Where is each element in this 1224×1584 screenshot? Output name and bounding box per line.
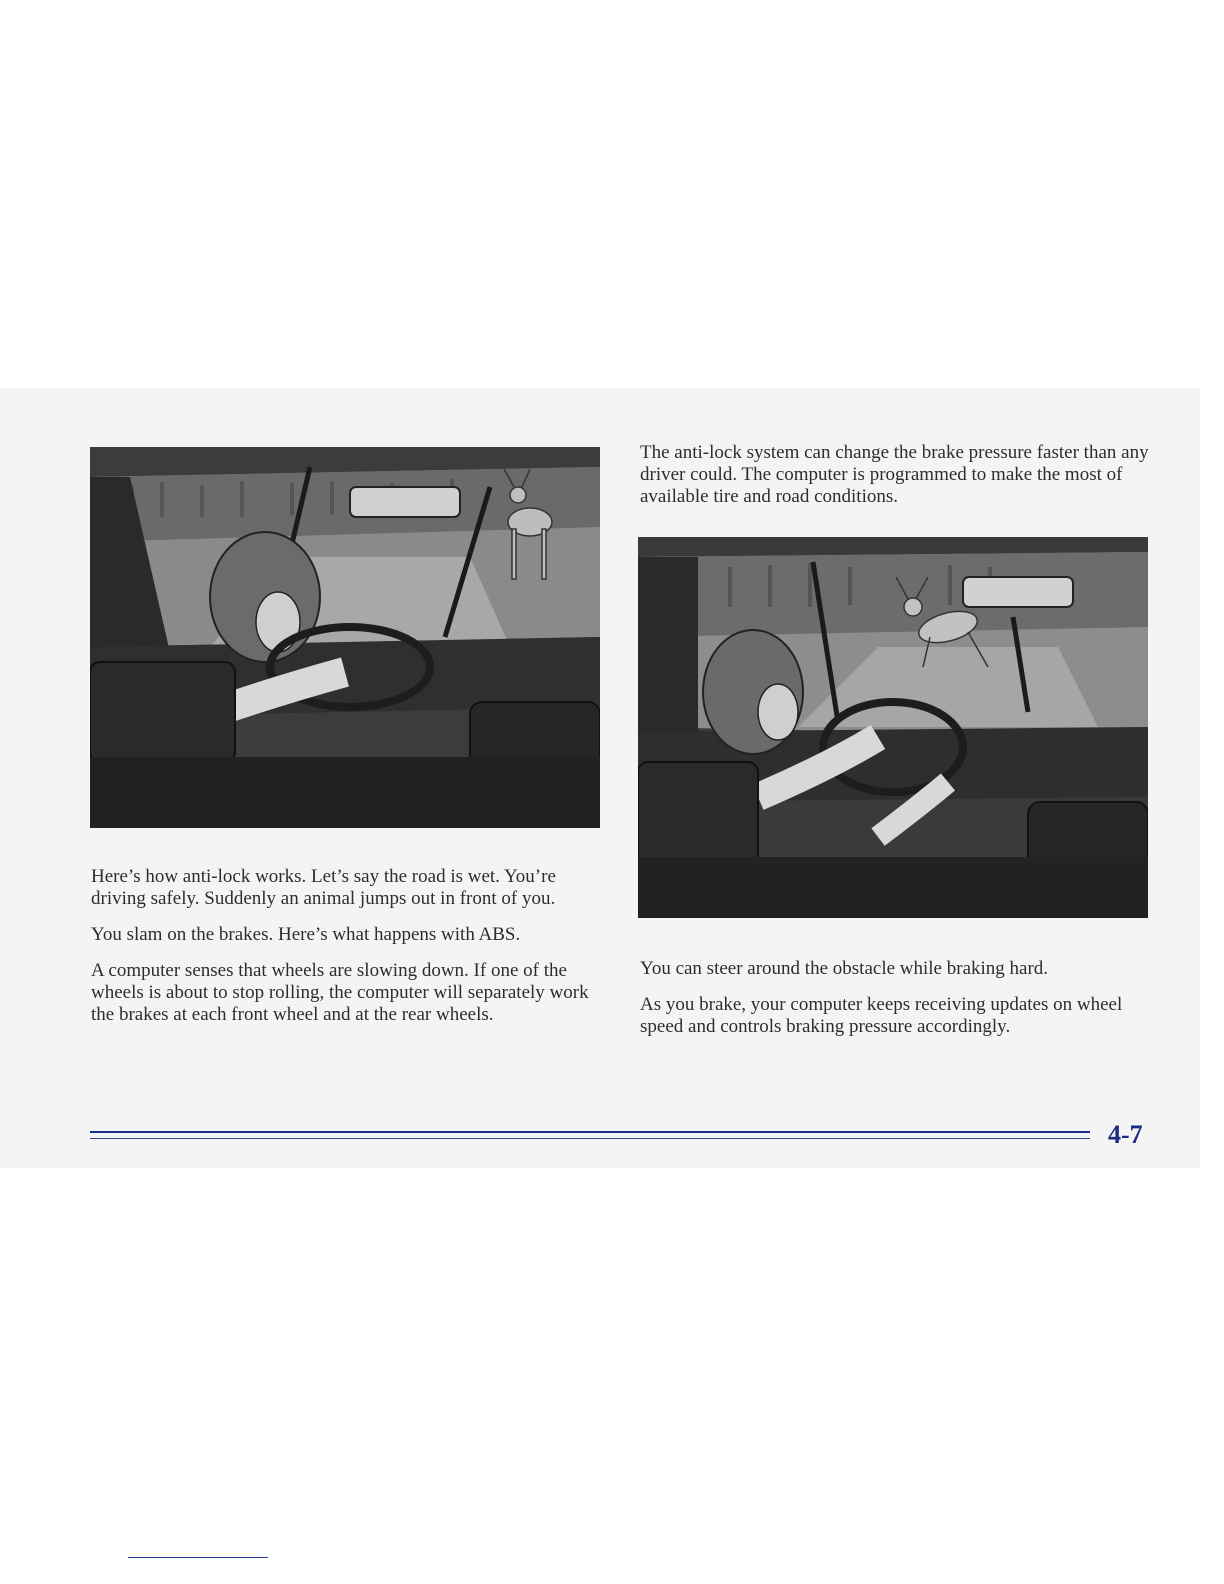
driver-sees-deer-illustration	[90, 447, 600, 828]
paragraph: A computer senses that wheels are slowing down. If one of the wheels is about to stop rolling, the computer will separately work the brakes at each front wheel and at the rear wheels.	[91, 960, 589, 1025]
paragraph: You slam on the brakes. Here’s what happens with ABS.	[91, 924, 521, 945]
footer-rule-thin	[90, 1138, 1090, 1139]
right-column-bottom-text	[640, 958, 1155, 1052]
driver-avoids-leaping-deer-illustration	[638, 537, 1148, 918]
paragraph: Here’s how anti-lock works. Let’s say the road is wet. You’re driving safely. Suddenly an animal jumps out in front of you.	[91, 866, 556, 909]
paragraph: The anti-lock system can change the brake pressure faster than any driver could. The computer is programmed to make the most of available tire and road conditions.	[640, 442, 1149, 507]
paragraph: You can steer around the obstacle while braking hard.	[640, 958, 1049, 979]
paragraph: As you brake, your computer keeps receiving updates on wheel speed and controls braking pressure accordingly.	[640, 994, 1123, 1037]
right-column-top-text	[640, 442, 1150, 522]
footer-rule	[90, 1131, 1090, 1133]
left-column-text	[91, 866, 603, 1040]
footnote-rule	[128, 1557, 268, 1558]
page-number: 4-7	[1108, 1120, 1143, 1149]
